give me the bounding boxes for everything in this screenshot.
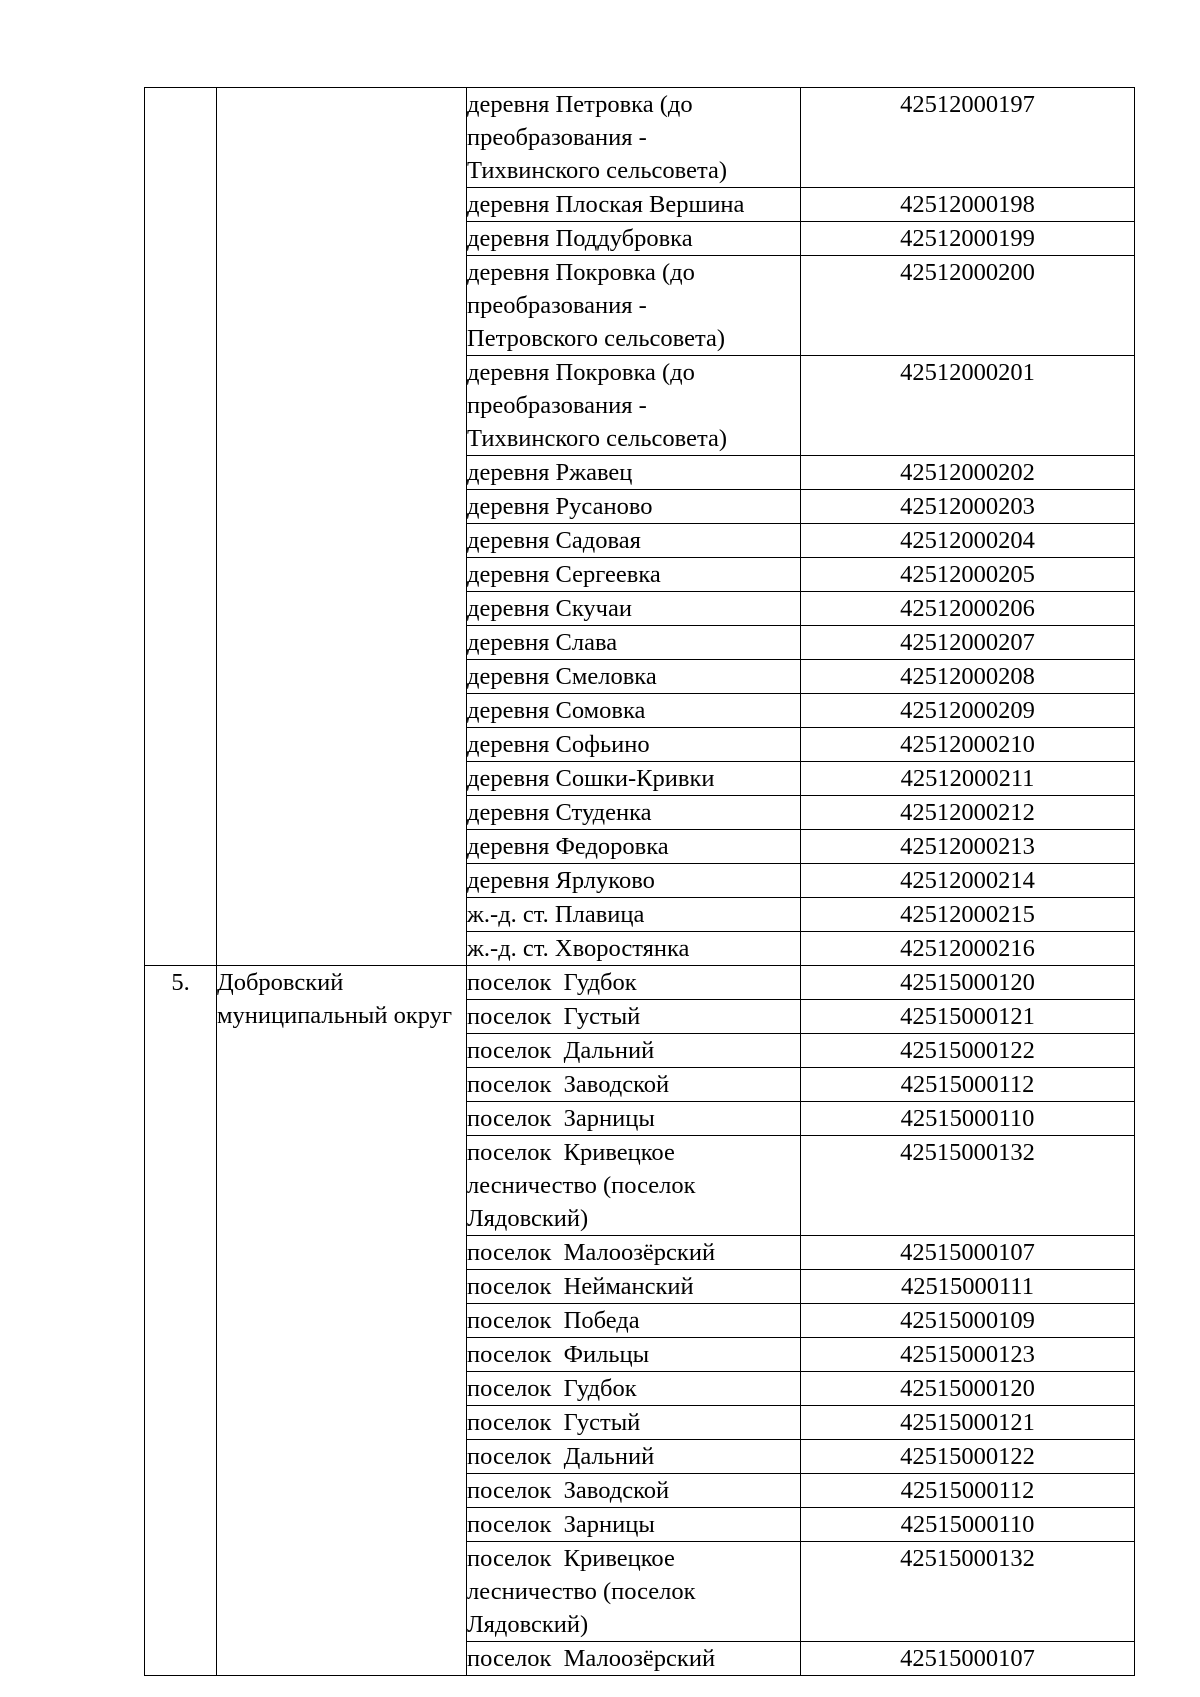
oktmo-code-cell: 42512000199: [801, 222, 1135, 256]
settlement-name-cell: поселок Зарницы: [467, 1102, 801, 1136]
oktmo-code-cell: 42515000120: [801, 1372, 1135, 1406]
settlement-name-cell: поселок Нейманский: [467, 1270, 801, 1304]
oktmo-code-cell: 42515000121: [801, 1406, 1135, 1440]
settlement-name-cell: поселок Кривецкое лесничество (поселок Лядовский): [467, 1542, 801, 1642]
oktmo-code-cell: 42515000112: [801, 1474, 1135, 1508]
oktmo-code-cell: 42512000209: [801, 694, 1135, 728]
settlement-name-cell: деревня Петровка (до преобразования - Тихвинского сельсовета): [467, 88, 801, 188]
oktmo-code-cell: 42515000112: [801, 1068, 1135, 1102]
oktmo-code-cell: 42512000207: [801, 626, 1135, 660]
district-name-cell: [217, 88, 467, 966]
oktmo-code-cell: 42512000198: [801, 188, 1135, 222]
oktmo-code-cell: 42512000202: [801, 456, 1135, 490]
oktmo-code-cell: 42512000210: [801, 728, 1135, 762]
oktmo-code-cell: 42515000122: [801, 1440, 1135, 1474]
settlement-name-cell: деревня Ржавец: [467, 456, 801, 490]
oktmo-code-cell: 42515000109: [801, 1304, 1135, 1338]
oktmo-code-cell: 42512000204: [801, 524, 1135, 558]
oktmo-code-cell: 42515000110: [801, 1508, 1135, 1542]
settlement-name-cell: поселок Малоозёрский: [467, 1642, 801, 1676]
oktmo-code-cell: 42512000206: [801, 592, 1135, 626]
settlement-name-cell: деревня Покровка (до преобразования - Петровского сельсовета): [467, 256, 801, 356]
oktmo-code-cell: 42515000132: [801, 1136, 1135, 1236]
oktmo-code-cell: 42512000213: [801, 830, 1135, 864]
settlement-name-cell: деревня Студенка: [467, 796, 801, 830]
settlement-name-cell: деревня Ярлуково: [467, 864, 801, 898]
settlement-name-cell: деревня Слава: [467, 626, 801, 660]
oktmo-code-cell: 42512000216: [801, 932, 1135, 966]
settlement-name-cell: ж.-д. ст. Плавица: [467, 898, 801, 932]
settlement-name-cell: деревня Смеловка: [467, 660, 801, 694]
oktmo-code-cell: 42512000214: [801, 864, 1135, 898]
oktmo-code-cell: 42515000110: [801, 1102, 1135, 1136]
settlement-name-cell: поселок Дальний: [467, 1440, 801, 1474]
settlement-name-cell: деревня Сошки-Кривки: [467, 762, 801, 796]
settlement-name-cell: деревня Скучаи: [467, 592, 801, 626]
oktmo-code-cell: 42515000121: [801, 1000, 1135, 1034]
oktmo-code-cell: 42512000212: [801, 796, 1135, 830]
settlements-table: [144, 87, 1135, 1676]
district-name-cell: Добровский муниципальный округ: [217, 966, 467, 1676]
oktmo-code-cell: 42512000215: [801, 898, 1135, 932]
oktmo-code-cell: 42512000211: [801, 762, 1135, 796]
row-number-cell: [145, 88, 217, 966]
settlement-name-cell: деревня Поддубровка: [467, 222, 801, 256]
settlement-name-cell: деревня Софьино: [467, 728, 801, 762]
table-row: [145, 88, 1135, 188]
settlement-name-cell: поселок Кривецкое лесничество (поселок Лядовский): [467, 1136, 801, 1236]
settlement-name-cell: деревня Федоровка: [467, 830, 801, 864]
settlement-name-cell: ж.-д. ст. Хворостянка: [467, 932, 801, 966]
oktmo-code-cell: 42512000203: [801, 490, 1135, 524]
settlement-name-cell: поселок Гудбок: [467, 966, 801, 1000]
settlement-name-cell: деревня Сомовка: [467, 694, 801, 728]
settlement-name-cell: деревня Сергеевка: [467, 558, 801, 592]
settlement-name-cell: поселок Гудбок: [467, 1372, 801, 1406]
oktmo-code-cell: 42512000200: [801, 256, 1135, 356]
oktmo-code-cell: 42515000123: [801, 1338, 1135, 1372]
settlement-name-cell: поселок Заводской: [467, 1474, 801, 1508]
oktmo-code-cell: 42512000197: [801, 88, 1135, 188]
oktmo-code-cell: 42512000201: [801, 356, 1135, 456]
oktmo-code-cell: 42515000111: [801, 1270, 1135, 1304]
settlement-name-cell: поселок Густый: [467, 1000, 801, 1034]
oktmo-code-cell: 42515000132: [801, 1542, 1135, 1642]
oktmo-code-cell: 42515000120: [801, 966, 1135, 1000]
settlement-name-cell: поселок Зарницы: [467, 1508, 801, 1542]
oktmo-code-cell: 42512000208: [801, 660, 1135, 694]
oktmo-code-cell: 42515000122: [801, 1034, 1135, 1068]
settlement-name-cell: деревня Русаново: [467, 490, 801, 524]
settlement-name-cell: поселок Дальний: [467, 1034, 801, 1068]
settlement-name-cell: деревня Садовая: [467, 524, 801, 558]
settlement-name-cell: поселок Победа: [467, 1304, 801, 1338]
oktmo-code-cell: 42515000107: [801, 1642, 1135, 1676]
settlement-name-cell: деревня Плоская Вершина: [467, 188, 801, 222]
settlement-name-cell: поселок Фильцы: [467, 1338, 801, 1372]
table-row: [145, 966, 1135, 1000]
settlement-name-cell: поселок Густый: [467, 1406, 801, 1440]
settlement-name-cell: деревня Покровка (до преобразования - Тихвинского сельсовета): [467, 356, 801, 456]
oktmo-code-cell: 42512000205: [801, 558, 1135, 592]
settlement-name-cell: поселок Малоозёрский: [467, 1236, 801, 1270]
settlement-name-cell: поселок Заводской: [467, 1068, 801, 1102]
table-body: [145, 88, 1135, 1676]
oktmo-code-cell: 42515000107: [801, 1236, 1135, 1270]
row-number-cell: 5.: [145, 966, 217, 1676]
